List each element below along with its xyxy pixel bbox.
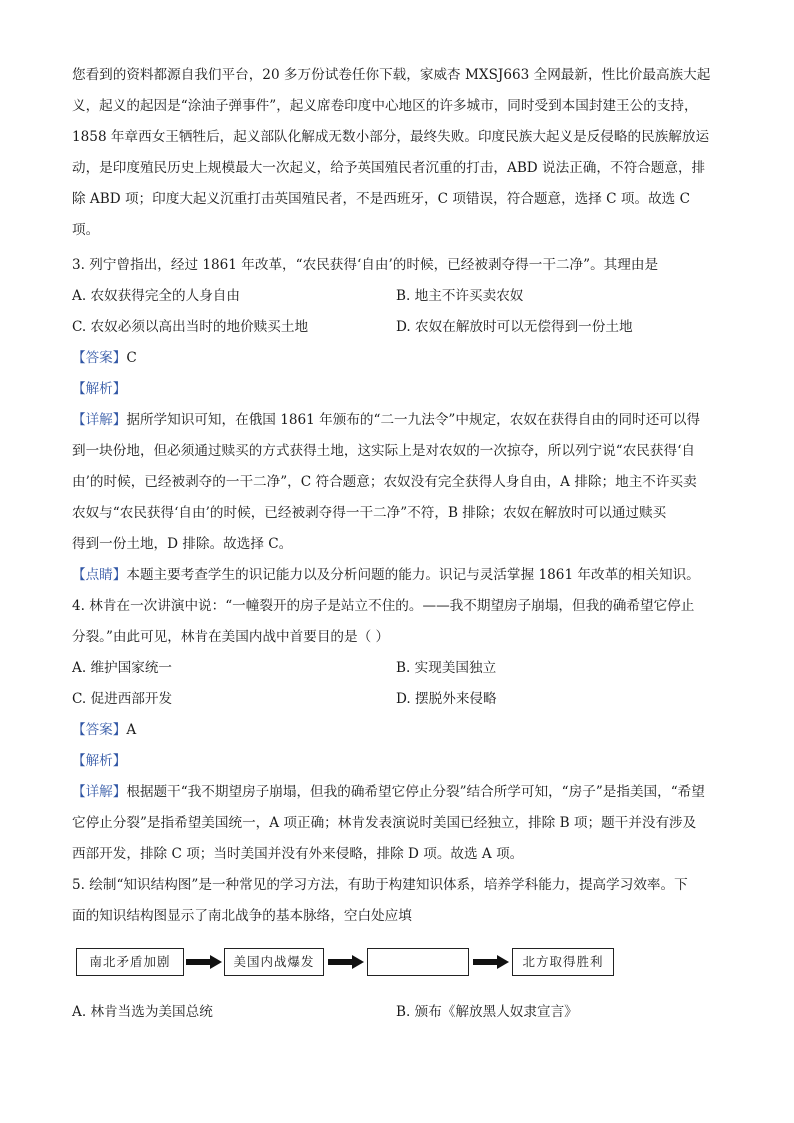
q4-option-d: D. 摆脱外来侵略	[396, 691, 497, 707]
text-line: 除 ABD 项；印度大起义沉重打击英国殖民者，不是西班牙，C 项错误，符合题意，选择 C 项。故选 C	[72, 191, 690, 207]
flow-box-4: 北方取得胜利	[512, 948, 614, 976]
q3-option-a: A. 农奴获得完全的人身自由	[72, 288, 240, 304]
detail-text: 据所学知识可知，在俄国 1861 年颁布的“二一九法令”中规定，农奴在获得自由的同时还可以得	[126, 412, 701, 428]
text-line	[72, 777, 722, 808]
text-line: 它停止分裂”是指希望美国统一，A 项正确；林肯发表演说时美国已经独立，排除 B 项；题干并没有涉及	[72, 815, 697, 831]
question-4-stem	[72, 591, 722, 653]
q3-comment	[72, 560, 722, 591]
analysis-tag: 【解析】	[72, 753, 127, 769]
detail-tag: 【详解】	[72, 784, 127, 800]
answer-tag: 【答案】	[72, 350, 127, 366]
text-line	[72, 560, 722, 591]
text-line: 1858 年章西女王牺牲后，起义部队化解成无数小部分，最终失败。印度民族大起义是反侵略的民族解放运	[72, 129, 710, 145]
q4-detail	[72, 777, 722, 870]
text-line: 到一块份地，但必须通过赎买的方式获得土地，这实际上是对农奴的一次掠夺，所以列宁说“农民获得‘自	[72, 443, 695, 459]
comment-text: 本题主要考查学生的识记能力以及分析问题的能力。识记与灵活掌握 1861 年改革的相关知识。	[126, 567, 700, 583]
question-3-stem	[72, 250, 722, 281]
analysis-tag: 【解析】	[72, 381, 127, 397]
text-line: 分裂。”由此可见，林肯在美国内战中首要目的是（ ）	[72, 629, 390, 645]
q5-option-a: A. 林肯当选为美国总统	[72, 1004, 213, 1020]
q4-answer	[72, 715, 136, 746]
answer-value: C	[126, 350, 137, 366]
q5-option-b: B. 颁布《解放黑人奴隶宣言》	[396, 1004, 578, 1020]
text-line: 得到一份土地，D 排除。故选择 C。	[72, 536, 293, 552]
text-line: 项。	[72, 222, 100, 238]
flow-box-blank	[367, 948, 469, 976]
answer-tag: 【答案】	[72, 722, 127, 738]
flow-box-1: 南北矛盾加剧	[76, 948, 184, 976]
q3-option-d: D. 农奴在解放时可以无偿得到一份土地	[396, 319, 633, 335]
q3-answer	[72, 343, 137, 374]
detail-tag: 【详解】	[72, 412, 127, 428]
question-5-stem	[72, 870, 722, 932]
knowledge-flowchart	[76, 945, 636, 981]
text-line: 由’的时候，已经被剥夺的一干二净”，C 符合题意；农奴没有完全获得人身自由，A 排除；地主不许买卖	[72, 474, 697, 490]
text-line: 4. 林肯在一次讲演中说：“一幢裂开的房子是站立不住的。——我不期望房子崩塌，但我的确希望它停止	[72, 598, 695, 614]
q4-option-b: B. 实现美国独立	[396, 660, 497, 676]
text-line: 3. 列宁曾指出，经过 1861 年改革，“农民获得‘自由’的时候，已经被剥夺得一干二净”。其理由是	[72, 257, 659, 273]
text-line: 5. 绘制“知识结构图”是一种常见的学习方法，有助于构建知识体系，培养学科能力，提高学习效率。下	[72, 877, 688, 893]
comment-tag: 【点睛】	[72, 567, 127, 583]
arrow-right-icon	[473, 955, 509, 969]
detail-text: 根据题干“我不期望房子崩塌，但我的确希望它停止分裂”结合所学可知，“房子”是指美国，“希望	[126, 784, 705, 800]
text-line: 面的知识结构图显示了南北战争的基本脉络，空白处应填	[72, 908, 412, 924]
arrow-right-icon	[186, 955, 222, 969]
text-line: 您看到的资料都源自我们平台，20 多万份试卷任你下载，家威杏 MXSJ663 全网最新，性比价最高族大起	[72, 67, 711, 83]
answer-value: A	[126, 722, 137, 738]
text-line	[72, 405, 722, 436]
text-line: 农奴与“农民获得‘自由’的时候，已经被剥夺得一干二净”不符，B 排除；农奴在解放时可以通过赎买	[72, 505, 667, 521]
q3-detail	[72, 405, 722, 560]
text-line: 动，是印度殖民历史上规模最大一次起义，给予英国殖民者沉重的打击，ABD 说法正确，不符合题意，排	[72, 160, 706, 176]
q4-option-a: A. 维护国家统一	[72, 660, 173, 676]
q3-option-c: C. 农奴必须以高出当时的地价赎买土地	[72, 319, 309, 335]
intro-paragraph	[72, 60, 722, 246]
q4-option-c: C. 促进西部开发	[72, 691, 173, 707]
text-line: 西部开发，排除 C 项；当时美国并没有外来侵略，排除 D 项。故选 A 项。	[72, 846, 524, 862]
q3-analysis-tag	[72, 374, 126, 405]
q3-option-b: B. 地主不许买卖农奴	[396, 288, 524, 304]
flow-box-2: 美国内战爆发	[224, 948, 324, 976]
q4-analysis-tag	[72, 746, 126, 777]
arrow-right-icon	[328, 955, 364, 969]
text-line: 义，起义的起因是“涂油子弹事件”，起义席卷印度中心地区的许多城市，同时受到本国封建王公的支持，	[72, 98, 698, 114]
